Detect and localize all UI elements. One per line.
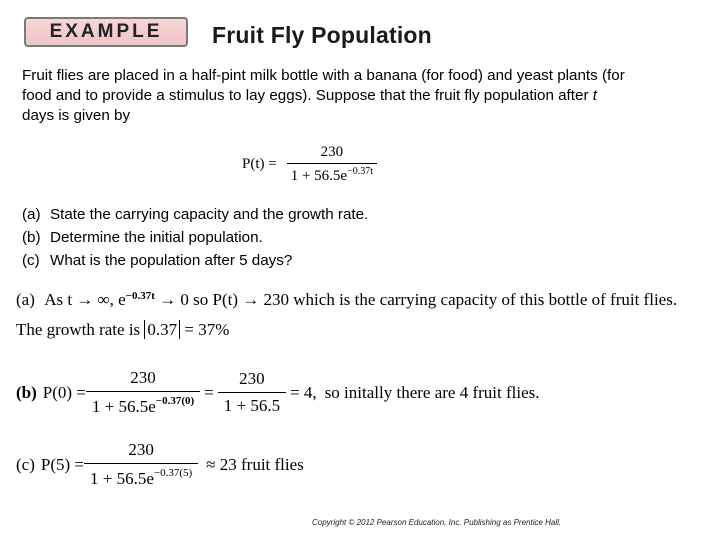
solution-c-den [84,463,198,489]
growth-rate-prefix: The growth rate is [16,320,141,339]
question-b [22,226,368,249]
formula-fraction [287,144,377,185]
solution-a-text2: → 0 so P(t) → 230 which is the carrying capacity of this bottle of fruit flies. [159,290,678,309]
solution-b-den1 [86,391,200,417]
intro-variable-t: t [592,87,597,104]
solution-b-fraction1 [86,368,200,417]
question-letter: (a) [22,206,41,223]
question-a [22,203,368,226]
solution-b-exp1: −0.37(0) [155,395,195,407]
solution-b-fraction2 [218,369,286,416]
question-letter: (b) [22,229,41,246]
solution-c-den-base: 1 + 56.5e [90,469,154,488]
solution-b-lhs: P(0) = [42,382,86,402]
solution-c-num: 230 [128,440,154,459]
formula-denominator [287,163,377,185]
solution-b [16,368,539,417]
growth-rate-suffix: = 37% [184,320,230,339]
population-formula [242,144,377,185]
question-list [22,203,368,272]
solution-a-text1: As t → ∞, e [44,290,126,309]
page-title: Fruit Fly Population [212,22,432,48]
question-letter: (c) [22,252,40,269]
solution-b-equals: = [204,382,214,402]
formula-lhs: P(t) = [242,156,277,172]
solution-a-line1 [16,290,677,310]
solution-b-num2: 230 [239,369,265,388]
intro-text-2: days is given by [22,107,131,124]
solution-b-result: = 4, [290,382,317,402]
solution-b-num1: 230 [130,368,156,387]
solution-a-label: (a) [16,290,35,309]
solution-a-exponent: −0.37t [125,290,155,302]
question-text: Determine the initial population. [50,229,263,246]
example-badge: EXAMPLE [24,17,188,47]
formula-numerator: 230 [320,144,344,160]
solution-c-label: (c) [16,454,35,474]
solution-b-den1-base: 1 + 56.5e [91,397,156,416]
solution-c-result: ≈ 23 fruit flies [206,454,304,474]
intro-text-1: Fruit flies are placed in a half-pint milk bottle with a banana (for food) and yeast plants (for food and to provide a stimulus to lay eggs). Suppose that the fruit fly population after [22,67,625,104]
question-text: State the carrying capacity and the growth rate. [50,206,369,223]
solution-b-conclusion: so initally there are 4 fruit flies. [324,382,540,402]
formula-denominator-base: 1 + 56.5e [290,168,348,184]
solution-b-den2: 1 + 56.5 [218,392,286,416]
solution-c-exp: −0.37(5) [153,467,193,479]
copyright-notice: Copyright © 2012 Pearson Education, Inc. Publishing as Prentice Hall. [312,518,562,527]
growth-rate-abs: 0.37 [144,320,180,339]
solution-a-line2 [16,320,229,340]
question-text: What is the population after 5 days? [50,252,293,269]
solution-c [16,440,304,489]
formula-exponent: −0.37t [347,166,374,177]
solution-c-lhs: P(5) = [40,454,84,474]
solution-b-label: (b) [16,382,37,402]
intro-paragraph [22,66,632,126]
solution-c-fraction [84,440,198,489]
question-c [22,249,368,272]
